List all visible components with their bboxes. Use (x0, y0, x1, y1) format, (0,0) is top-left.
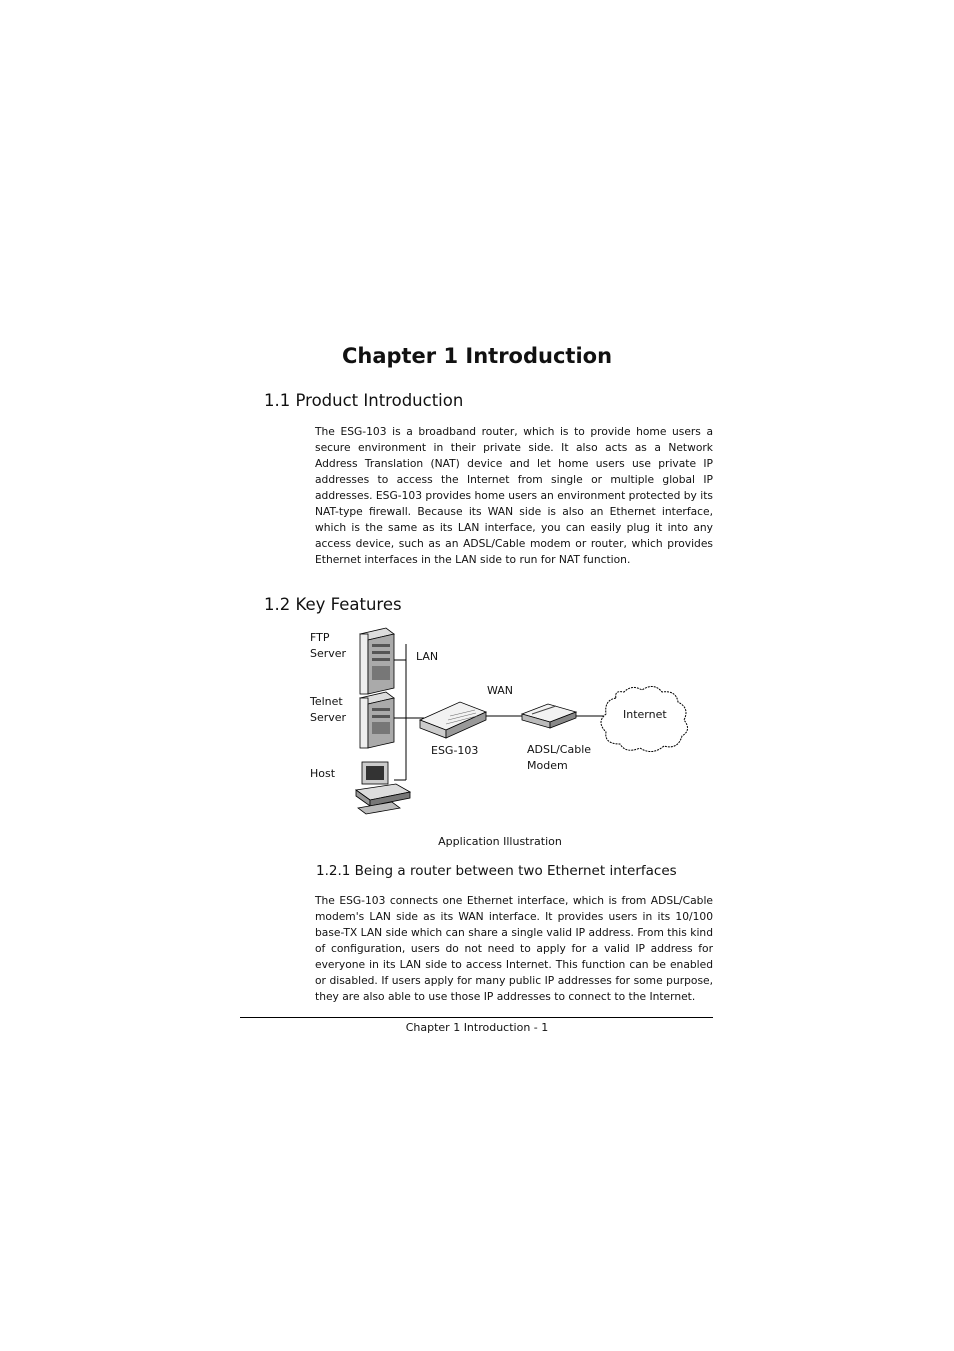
subsection-heading-router-between-interfaces: 1.2.1 Being a router between two Ethernet interfaces (316, 863, 677, 879)
section-heading-product-introduction: 1.1 Product Introduction (264, 391, 464, 410)
page-footer: Chapter 1 Introduction - 1 (405, 1021, 549, 1034)
telnet-server-label-line2: Server (310, 711, 347, 724)
router-icon (420, 702, 486, 738)
server-tower-icon (360, 628, 394, 694)
modem-label (527, 742, 591, 774)
application-illustration-figure (300, 620, 700, 825)
wan-label: WAN (487, 684, 514, 697)
modem-label-line2: Modem (527, 759, 568, 772)
ftp-server-label-line1: FTP (310, 631, 330, 644)
chapter-title: Chapter 1 Introduction (341, 344, 613, 368)
ftp-server-label-line2: Server (310, 647, 347, 660)
product-introduction-paragraph: The ESG-103 is a broadband router, which is to provide home users a secure environment in their private side. It also acts as a Network Address Translation (NAT) device and let home users use private IP addresses to access the Internet from single or multiple global IP addresses. ESG-103 provides home users an environment protected by its NAT-type firewall. Because its WAN side is also an Ethernet interface, which is the same as its LAN interface, you can easily plug it into any access device, such as an ADSL/Cable modem or router, which provides Ethernet interfaces in the LAN side to run for NAT function. (315, 425, 713, 566)
telnet-server-label-line1: Telnet (310, 695, 343, 708)
footer-divider (240, 1017, 713, 1018)
telnet-server-label (310, 694, 346, 726)
host-label: Host (310, 767, 336, 780)
section-heading-key-features: 1.2 Key Features (264, 595, 402, 614)
ftp-server-label (310, 630, 346, 662)
desktop-computer-icon (356, 762, 410, 814)
server-tower-icon (360, 692, 394, 748)
internet-label: Internet (623, 708, 667, 721)
router-between-interfaces-paragraph: The ESG-103 connects one Ethernet interface, which is from ADSL/Cable modem's LAN side as its WAN interface. It provides users in its 10/100 base-TX LAN side which can share a single valid IP address. From this kind of configuration, users do not need to apply for a valid IP address for everyone in its LAN side to access Internet. This function can be enabled or disabled. If users apply for many public IP addresses for some purpose, they are also able to use those IP addresses to connect to the Internet. (315, 894, 713, 1003)
figure-caption: Application Illustration (438, 835, 562, 848)
modem-icon (522, 704, 576, 728)
modem-label-line1: ADSL/Cable (527, 743, 592, 756)
esg-103-label: ESG-103 (431, 744, 479, 757)
lan-label: LAN (416, 650, 439, 663)
